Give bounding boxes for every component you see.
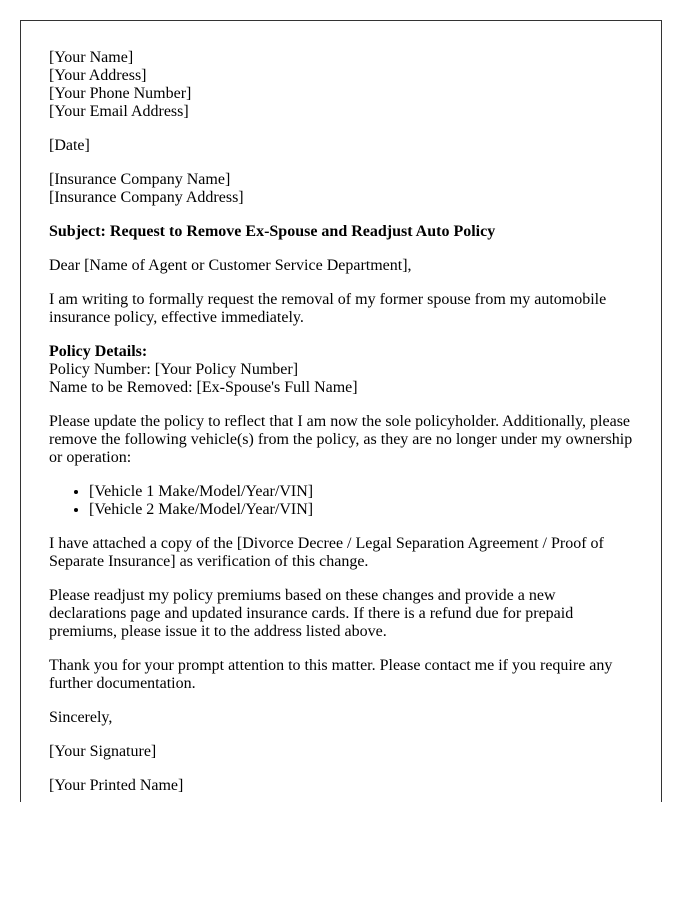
- policy-details-heading: Policy Details:: [49, 343, 148, 360]
- valediction: Sincerely,: [49, 709, 113, 726]
- salutation: Dear [Name of Agent or Customer Service Department],: [49, 257, 412, 274]
- policy-number: Policy Number: [Your Policy Number]: [49, 361, 299, 378]
- sender-email: [Your Email Address]: [49, 103, 189, 120]
- printed-name-placeholder: [Your Printed Name]: [49, 777, 184, 794]
- vehicle-list-item: • [Vehicle 2 Make/Model/Year/VIN]: [89, 501, 633, 519]
- vehicle-list-item: • [Vehicle 1 Make/Model/Year/VIN]: [89, 483, 633, 501]
- name-to-be-removed: Name to be Removed: [Ex-Spouse's Full Name]: [49, 379, 358, 396]
- recipient-company-address: [Insurance Company Address]: [49, 189, 244, 206]
- update-request-paragraph: Please update the policy to reflect that I am now the sole policyholder. Additionally, please remove the following vehicle(s) from the policy, as they are no longer under my ownership or operation:: [49, 413, 633, 466]
- recipient-block: [49, 171, 633, 207]
- subject-line: Subject: Request to Remove Ex-Spouse and Readjust Auto Policy: [49, 223, 496, 240]
- attachment-paragraph: I have attached a copy of the [Divorce Decree / Legal Separation Agreement / Proof of Separate Insurance] as verification of this change.: [49, 535, 604, 570]
- signature-placeholder: [Your Signature]: [49, 743, 157, 760]
- readjust-paragraph: Please readjust my policy premiums based on these changes and provide a new declarations page and updated insurance cards. If there is a refund due for prepaid premiums, please issue it to the address listed above.: [49, 587, 574, 640]
- sender-phone: [Your Phone Number]: [49, 85, 192, 102]
- sender-address: [Your Address]: [49, 67, 147, 84]
- letter-container: [20, 20, 662, 802]
- recipient-company-name: [Insurance Company Name]: [49, 171, 231, 188]
- policy-details-block: [49, 343, 633, 397]
- sender-name: [Your Name]: [49, 49, 134, 66]
- letter-date: [Date]: [49, 137, 90, 154]
- sender-block: [49, 49, 633, 121]
- intro-paragraph: I am writing to formally request the removal of my former spouse from my automobile insurance policy, effective immediately.: [49, 291, 607, 326]
- vehicle-list: [49, 483, 633, 519]
- thanks-paragraph: Thank you for your prompt attention to this matter. Please contact me if you require any further documentation.: [49, 657, 613, 692]
